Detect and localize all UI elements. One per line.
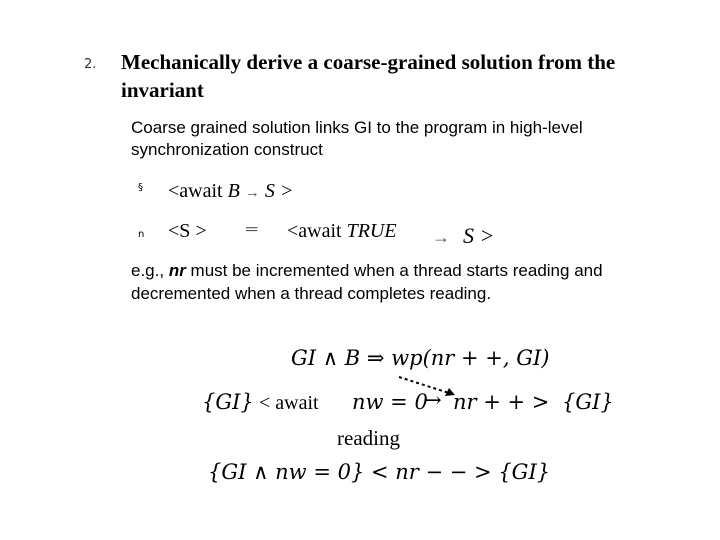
true-keyword: TRUE xyxy=(346,220,397,242)
formula-body: nr + + > xyxy=(453,390,550,414)
bullet1-statement xyxy=(168,180,293,203)
example-text xyxy=(131,260,611,305)
reading-label: reading xyxy=(337,426,400,450)
statement-s: S > xyxy=(463,223,495,248)
bullet-square-icon: § xyxy=(138,182,143,193)
example-body: must be incremented when a thread starts reading and decremented when a thread completes reading. xyxy=(131,261,603,303)
bullet2-lhs: <S > xyxy=(168,220,207,242)
arrow-icon: → xyxy=(432,227,450,247)
item-number: 2. xyxy=(84,57,97,72)
formula-pre: {GI} xyxy=(202,390,254,414)
formula-await-keyword: < await xyxy=(259,392,319,414)
slide-subtitle: Coarse grained solution links GI to the program in high-level synchronization construct xyxy=(131,118,583,159)
formula-guard: nw = 0 xyxy=(352,390,428,414)
formula-decrement: {GI ∧ nw = 0} < nr − − > {GI} xyxy=(208,460,551,484)
bullet2-tail xyxy=(432,223,494,249)
nr-variable: nr xyxy=(168,261,186,280)
formula-post: {GI} xyxy=(562,390,614,414)
formula-wp: GI ∧ B ⇒ wp(nr + +, GI) xyxy=(291,346,550,370)
equivalence-icon: ═ xyxy=(246,221,258,238)
arrow-icon: → xyxy=(244,185,260,201)
await-keyword: <await xyxy=(287,220,342,242)
bullet2-rhs xyxy=(287,220,397,243)
statement-s: S > xyxy=(264,180,294,202)
await-keyword: <await xyxy=(168,180,223,202)
example-prefix: e.g., xyxy=(131,261,169,280)
guard-b: B xyxy=(227,180,240,202)
arrow-icon: → xyxy=(424,388,442,412)
slide-heading: Mechanically derive a coarse-grained solution from the invariant xyxy=(121,50,616,102)
bullet-square-icon: n xyxy=(138,229,145,240)
